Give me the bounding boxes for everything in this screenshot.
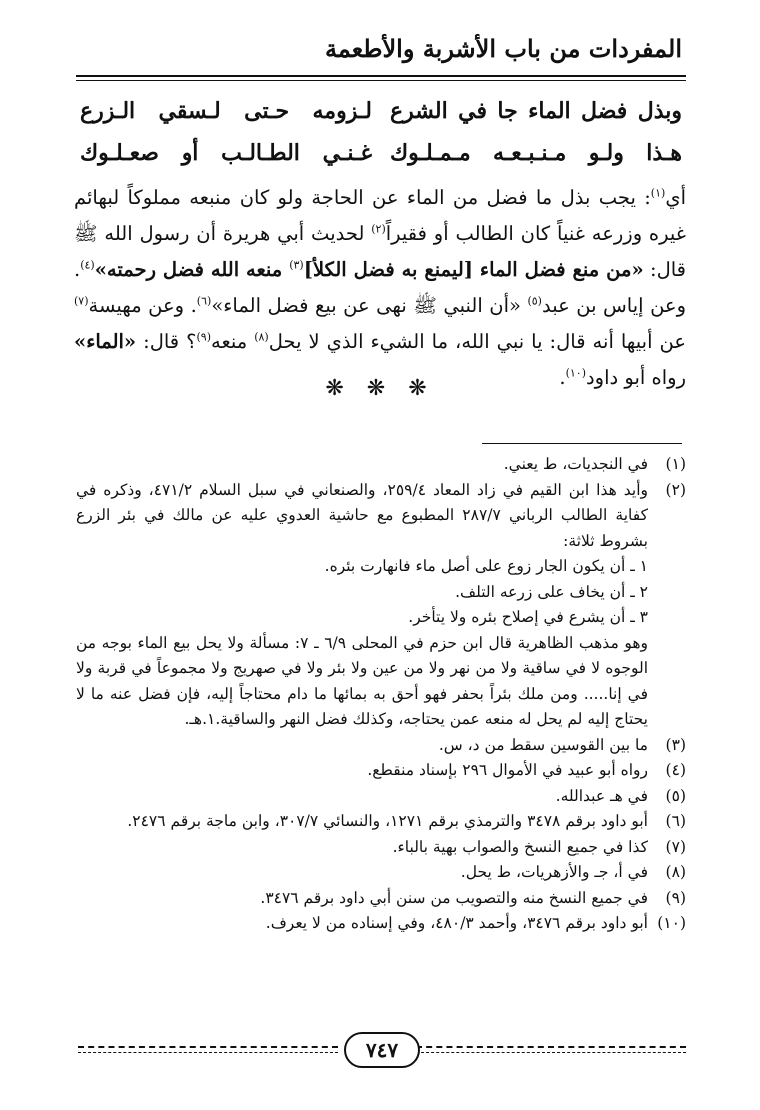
verse-line-2	[80, 140, 682, 180]
text-run: ؟ قال:	[136, 330, 197, 353]
footnote-text: في أ، جـ والأزهريات، ط يحل.	[460, 863, 648, 881]
footnote-text: أبو داود برقم ٣٤٧٨ والترمذي برقم ١٢٧١، والنسائي ٣٠٧/٧، وابن ماجة برقم ٢٤٧٦.	[127, 812, 648, 830]
verse-line-1	[80, 98, 682, 138]
footnote-item	[76, 733, 686, 759]
footer-rule-left-thin	[78, 1052, 338, 1053]
section-separator-stars: ❋ ❋ ❋	[325, 376, 435, 401]
footnote-number: (٢)	[665, 480, 686, 499]
footnote-number: (٧)	[665, 837, 686, 856]
text-run: .	[559, 366, 566, 389]
text-run: . وعن إياس بن عبد	[74, 258, 686, 317]
footnote-number: (٦)	[665, 812, 686, 830]
footnote-text: ما بين القوسين سقط من د، س.	[438, 735, 648, 754]
running-header-title: المفردات من باب الأشربة والأطعمة	[325, 34, 682, 63]
verse-2-second-hemistich: غـنـي الطـالـب أو صعـلـوك	[80, 140, 372, 166]
footnote-number: (٤)	[665, 761, 686, 779]
footnote-text: في النجديات، ط يعني.	[503, 455, 648, 473]
footnote-ref: (١)	[650, 186, 666, 200]
footnote-number: (٩)	[665, 888, 686, 907]
text-run: : يجب بذل ما فضل من الماء عن الحاجة ولو كان منبعه مملوكاً لبهائم غيره وزرعه غنياً كان الطالب أو فقيراً	[74, 186, 686, 245]
footnote-ref: (٥)	[527, 294, 542, 308]
footnote-condition: ٢ ـ أن يخاف على زرعه التلف.	[455, 582, 648, 601]
header-rule	[76, 75, 686, 77]
footnote-ref: (٩)	[196, 330, 211, 344]
footer-rule-right	[416, 1046, 686, 1048]
footnote-number: (١)	[665, 455, 686, 473]
footnotes	[76, 452, 686, 937]
footnote-number: (٨)	[665, 863, 686, 881]
footnote-item	[76, 452, 686, 478]
footnote-text: كذا في جميع النسخ والصواب بهية بالباء.	[392, 837, 648, 856]
commentary-paragraph	[74, 180, 686, 396]
verse-1-first-hemistich: وبذل فضل الماء جا في الشرع	[390, 98, 682, 124]
footnote-number: (٣)	[665, 735, 686, 754]
text-run: رواه أبو داود	[586, 366, 686, 389]
text-run: «أن النبي ﷺ نهى عن بيع فضل الماء»	[211, 294, 528, 317]
footnote-condition: ١ ـ أن يكون الجار زوع على أصل ماء فانهارت بئره.	[324, 557, 648, 575]
text-run: أي	[665, 186, 686, 209]
footnote-text: أبو داود برقم ٣٤٧٦، وأحمد ٤٨٠/٣، وفي إسناده من لا يعرف.	[265, 914, 648, 932]
footer-rule-left	[78, 1046, 338, 1048]
hadith-quote: «الماء»	[74, 330, 137, 353]
footnote-ref: (٨)	[254, 330, 269, 344]
footnote-number: (٥)	[665, 786, 686, 805]
footnote-ref: (٤)	[80, 258, 95, 272]
footnote-ref: (٦)	[196, 294, 212, 308]
main-commentary	[74, 180, 686, 396]
header-rule-thin	[76, 80, 686, 81]
footnote-item	[76, 809, 686, 835]
footer-rule-right-thin	[416, 1052, 686, 1053]
verse-1-second-hemistich: لـزومه حـتى لـسقي الـزرع	[80, 98, 372, 124]
footnote-ref: (٣)	[289, 258, 304, 272]
footnote-extra: وهو مذهب الظاهرية قال ابن حزم في المحلى ٦/٩ ـ ٧: مسألة ولا يحل بيع الماء بوجه من الوجوه لا في ساقية ولا من نهر ولا من عين ولا بئر ولا في صهريج ولا مجموعاً في قربة ولا في إنا..... ومن ملك بئراً بحفر فهو أحق به بمائها ما دام محتاجاً إليه، فإن فضل عنه ما لا يحتاج إليه لم يحل له منعه عمن يحتاجه، وكذلك فضل النهر والساقية.١.هـ.	[76, 633, 648, 728]
footnote-item	[76, 835, 686, 861]
footnote-text: رواه أبو عبيد في الأموال ٢٩٦ بإسناد منقطع.	[367, 761, 648, 779]
footnote-text: في جميع النسخ منه والتصويب من سنن أبي داود برقم ٣٤٧٦.	[260, 888, 648, 907]
footnote-item	[76, 784, 686, 810]
footnote-item	[76, 860, 686, 886]
footnote-item	[76, 886, 686, 912]
footnote-rule	[482, 443, 682, 444]
footnote-ref: (١٠)	[565, 366, 586, 380]
hadith-quote: منعه الله فضل رحمته»	[94, 258, 290, 281]
footnote-ref: (٢)	[371, 222, 386, 236]
footnote-condition: ٣ ـ أن يشرع في إصلاح بئره ولا يتأخر.	[408, 608, 648, 626]
text-run: . وعن مهيسة	[88, 294, 197, 317]
verse-2-first-hemistich: هـذا ولـو مـنـبـعـه مـمـلـوك	[390, 140, 682, 166]
footnote-item	[76, 478, 686, 733]
footnote-ref: (٧)	[74, 294, 89, 308]
footnote-item	[76, 758, 686, 784]
text-run: منعه	[211, 330, 255, 353]
text-run: عن أبيها أنه قال: يا نبي الله، ما الشيء الذي لا يحل	[268, 330, 687, 353]
footnote-text: وأيد هذا ابن القيم في زاد المعاد ٢٥٩/٤، والصنعاني في سبل السلام ٤٧١/٢، وذكره في كفاية الطالب الرباني ٢٨٧/٧ المطبوع مع حاشية العدوي عليه عن مالك في بئر الزرع بشروط ثلاثة:	[76, 480, 649, 550]
text-run: لحديث أبي هريرة أن رسول الله ﷺ قال:	[74, 222, 687, 281]
footnote-text: في هـ عبدالله.	[555, 786, 648, 805]
page-number: ٧٤٧	[344, 1032, 420, 1068]
footnote-item	[76, 911, 686, 937]
footnote-number: (١٠)	[657, 914, 686, 932]
hadith-quote: «من منع فضل الماء [ليمنع به فضل الكلأ]	[303, 258, 644, 281]
